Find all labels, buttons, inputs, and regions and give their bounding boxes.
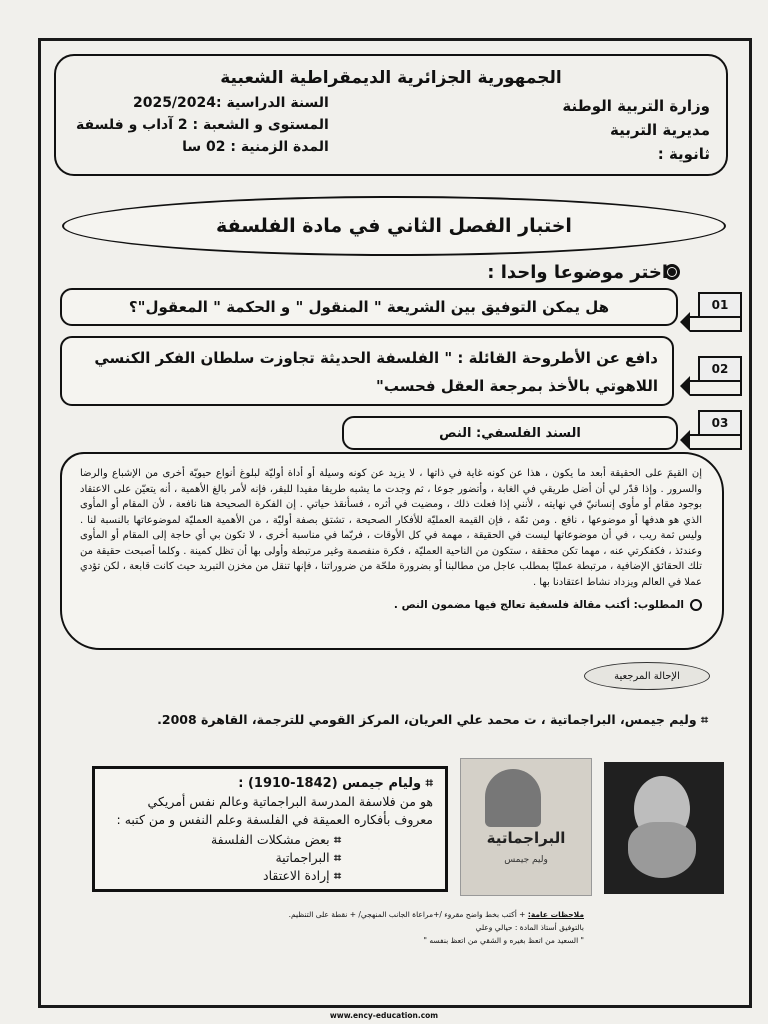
book-cover-author: وليم جيمس <box>504 855 548 865</box>
topic-1-text: هل يمكن التوفيق بين الشريعة " المنقول " و الحكمة " المعقول"؟ <box>128 298 610 316</box>
philosophical-text: إن القيمَ على الحقيقة أبعد ما يكون ، هذا عن كونه غاية في ذاتها ، لا يزيد عن كونه وسيلة أو أداة أوليّة لبلوغ أنواع حيويّة أخرى من الإشباع والرضا والسرور . وإذا قدّر لي أن أضل طريقي في الغابة ، وأتضور جوعا ، ثم وجدت ما يشبه طريقا مفيدا للبقر، فإنه لأمر بالغ الأهمية ، أنه يتعيّن على الاعتقاد بوجود مقام أو مأوى إنسانيّ في نهايته ، لأنني إذا فعلت ذلك ، ومضيت في أثره ، فسأنقذ حياتي . إن الفكرة الصحيحة هنا نافعة ، لأن المقام أو المأوى الذي هو هدفها أو موضوعها ، نافع . ومن ثمّة ، فإن القيمة العمليّة للأفكار الصحيحة ، تشتق بصفة أوليّة ، من الأهمية العمليّة لموضوعاتها بالنسبة لنا . وليس ثمة ريب ، في أن موضوعاتها ليست في الحقيقة ، مهمة في كل الأوقات ، فربّما في مناسبة أخرى ، لا تكون بي أي حاجة إلى المقام أو المأوى وعندئذ ، فكفكرتي عنه ، مهما تكن محققة ، ستكون من الناحية العمليّة ، فكرة منفصمة وغير مرتبطة وأولى بها أن تظل كمينة . وكلما أصبحت حقيقة من تلك الحقائق الإضافية ، مرتبطة عمليّا بمطلب عاجل من مطالبنا أو بضرورة ملحّة من ضروراتنا ، فإنها تنقل من مخزن التبريد حيث كانت قابعة ، لكن تؤدي عملا في العالم ويزداد نشاط اعتقادنا بها . <box>80 468 702 588</box>
author-name: ⌗ وليام جيمس (1842-1910) : <box>238 776 433 791</box>
level-stream: المستوى و الشعبة : 2 آداب و فلسفة <box>76 117 329 133</box>
topic-1-box <box>60 288 678 326</box>
portrait-beard <box>628 822 696 878</box>
reference-citation: ⌗ وليم جيمس، البراجماتية ، ت محمد علي العريان، المركز القومي للترجمة، القاهرة 2008. <box>157 712 708 727</box>
topic-3-number: 03 <box>698 410 742 436</box>
exam-duration: المدة الزمنية : 02 سا <box>182 139 329 155</box>
topic-2-number: 02 <box>698 356 742 382</box>
topic-2-box <box>60 336 674 406</box>
book-cover-image <box>460 758 592 896</box>
list-item: ⌗ إرادة الاعتقاد <box>107 867 433 885</box>
school-year: السنة الدراسية :2025/2024 <box>132 95 329 111</box>
list-item: ⌗ بعض مشكلات الفلسفة <box>107 831 433 849</box>
exam-header <box>54 54 728 176</box>
notes-label: ملاحظات عامة: <box>527 910 584 919</box>
topic-1-number: 01 <box>698 292 742 318</box>
task-text: المطلوب: أكتب مقالة فلسفية تعالج فيها مضمون النص . <box>393 599 684 611</box>
bullet-icon <box>690 599 702 611</box>
teacher-signoff: بالتوفيق أستاذ المادة : حيالي وعلي <box>475 923 584 932</box>
author-description: هو من فلاسفة المدرسة البراجماتية وعالم نفس أمريكي معروف بأفكاره العميقة في الفلسفة وعلم النفس و من كتبه : <box>116 794 433 827</box>
arrow-left-icon <box>690 316 742 332</box>
directorate-label: مديرية التربية <box>610 121 710 139</box>
reference-text: وليم جيمس، البراجماتية ، ت محمد علي العريان، المركز القومي للترجمة، القاهرة 2008. <box>157 712 697 727</box>
author-bio-box <box>92 766 448 892</box>
reference-label: الإحالة المرجعية <box>584 662 710 690</box>
topic-3-box <box>342 416 678 450</box>
ministry-label: وزارة التربية الوطنة <box>562 97 710 115</box>
philosophical-text-box <box>60 452 724 650</box>
choose-topic-heading: اختر موضوعا واحدا : <box>487 262 668 283</box>
notes-line <box>289 908 584 921</box>
author-books-list <box>107 831 433 885</box>
topic-2-text: دافع عن الأطروحة القائلة : " الفلسفة الحديثة تجاوزت سلطان الفكر الكنسي اللاهوتي بالأخذ بمرجعة العقل فحسب" <box>94 349 658 395</box>
general-notes <box>289 908 584 947</box>
author-photo-small <box>485 769 541 827</box>
site-footer: www.ency-education.com <box>329 1011 439 1020</box>
exam-title: اختبار الفصل الثاني في مادة الفلسفة <box>62 196 726 256</box>
closing-quote: " السعيد من اتعظ بغيره و الشقي من اتعظ بنفسه " <box>423 936 584 945</box>
arrow-left-icon <box>690 380 742 396</box>
header-left-block <box>76 92 329 158</box>
school-label: ثانوية : <box>657 145 710 163</box>
arrow-left-icon <box>690 434 742 450</box>
notes-text: + أكتب بخط واضح مقروء /+مراعاة الجانب المنهجي/ + نقطة على التنظيم. <box>288 910 526 919</box>
republic-title: الجمهورية الجزائرية الديمقراطية الشعبية <box>220 68 562 88</box>
header-right-block <box>562 94 710 166</box>
list-item: ⌗ البراجماتية <box>107 849 433 867</box>
book-cover-title: البراجماتية <box>486 829 566 847</box>
author-portrait-image <box>604 762 724 894</box>
topic-3-text: السند الفلسفي: النص <box>439 425 581 441</box>
task-line <box>80 598 702 614</box>
